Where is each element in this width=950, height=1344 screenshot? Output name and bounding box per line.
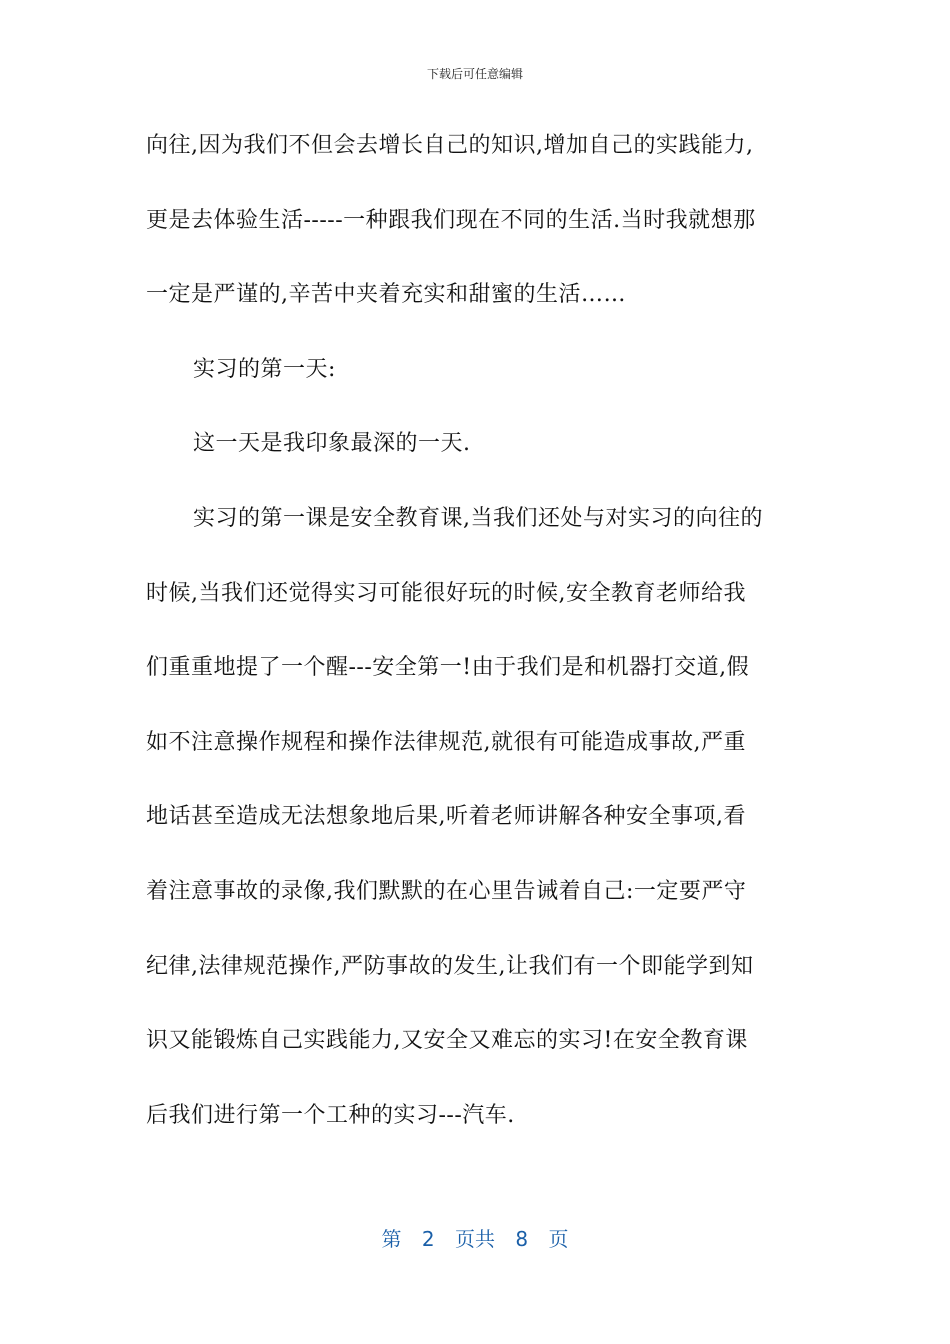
text-line: 识又能锻炼自己实践能力,又安全又难忘的实习!在安全教育课 [146, 1028, 748, 1054]
page-header-note: 下载后可任意编辑 [426, 67, 523, 81]
text-line: 一定是严谨的,辛苦中夹着充实和甜蜜的生活…… [146, 282, 626, 308]
footer-suffix: 页 [548, 1227, 569, 1251]
text-line: 时候,当我们还觉得实习可能很好玩的时候,安全教育老师给我 [146, 580, 746, 606]
page-number-footer [0, 1224, 950, 1254]
text-line: 地话甚至造成无法想象地后果,听着老师讲解各种安全事项,看 [146, 804, 746, 830]
current-page-number: 2 [421, 1227, 435, 1251]
text-line: 纪律,法律规范操作,严防事故的发生,让我们有一个即能学到知 [146, 953, 754, 979]
text-line: 们重重地提了一个醒---安全第一!由于我们是和机器打交道,假 [146, 655, 750, 681]
text-line: 如不注意操作规程和操作法律规范,就很有可能造成事故,严重 [146, 729, 746, 755]
text-line: 向往,因为我们不但会去增长自己的知识,增加自己的实践能力, [146, 133, 754, 158]
text-line: 这一天是我印象最深的一天. [193, 431, 471, 457]
text-line: 着注意事故的录像,我们默默的在心里告诫着自己:一定要严守 [146, 878, 747, 904]
text-line: 实习的第一课是安全教育课,当我们还处与对实习的向往的 [193, 505, 763, 531]
section-heading: 实习的第一天: [193, 356, 336, 382]
text-line: 更是去体验生活-----一种跟我们现在不同的生活.当时我就想那 [146, 207, 756, 233]
document-body [146, 127, 806, 1171]
footer-prefix: 第 [381, 1227, 402, 1251]
total-pages-number: 8 [515, 1227, 529, 1251]
text-line: 后我们进行第一个工种的实习---汽车. [146, 1102, 515, 1128]
footer-middle: 页共 [455, 1227, 495, 1251]
